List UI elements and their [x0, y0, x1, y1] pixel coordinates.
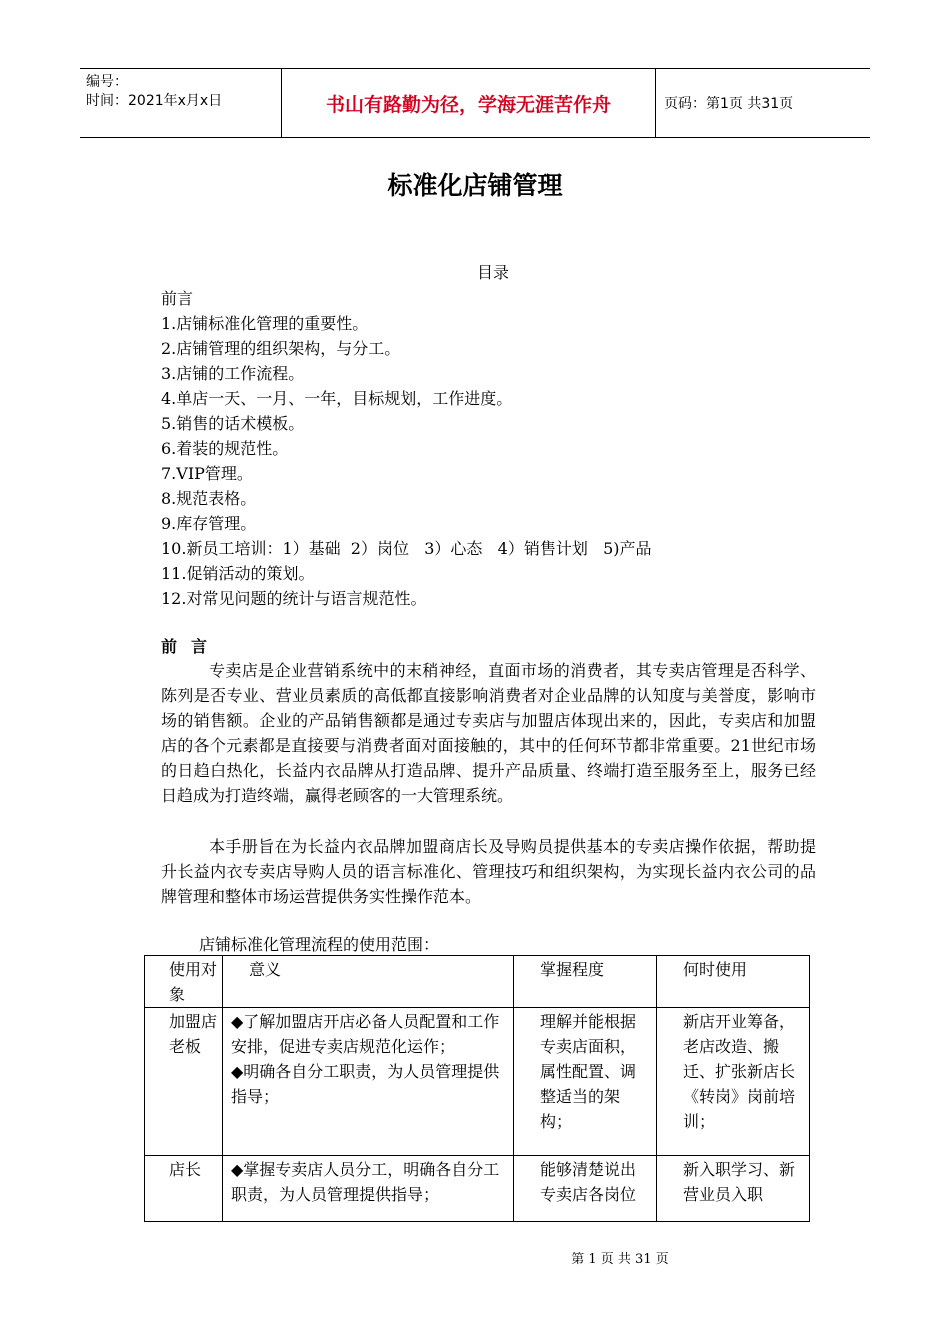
table-header-row	[145, 956, 810, 1008]
toc-item: 7.VIP管理。	[161, 464, 253, 483]
header-meta	[80, 69, 282, 137]
mastery-cell: 理解并能根据专卖店面积，属性配置、调整适当的架构；	[514, 1008, 657, 1156]
toc-heading: 目录	[476, 263, 509, 282]
meaning-cell	[223, 1008, 514, 1156]
meaning-bullet: ◆明确各自分工职责，为人员管理提供指导；	[231, 1062, 500, 1106]
when-cell: 新店开业筹备，老店改造、搬迁、扩张新店长《转岗》岗前培训；	[657, 1008, 810, 1156]
foreword-paragraph: 专卖店是企业营销系统中的末稍神经，直面市场的消费者，其专卖店管理是否科学、陈列是否专业、营业员素质的高低都直接影响消费者对企业品牌的认知度与美誉度，影响市场的销售额。企业的产品销售额都是通过专卖店与加盟店体现出来的，因此，专卖店和加盟店的各个元素都是直接要与消费者面对面接触的，其中的任何环节都非常重要。21世纪市场的日趋白热化，长益内衣品牌从打造品牌、提升产品质量、终端打造至服务至上，服务已经日趋成为打造终端，赢得老顾客的一大管理系统。	[161, 661, 816, 805]
table-row	[145, 1008, 810, 1156]
toc-item: 10.新员工培训：1）基础 2）岗位 3）心态 4）销售计划 5)产品	[161, 539, 652, 558]
toc-item: 6.着装的规范性。	[161, 439, 289, 458]
header-cell: 意义	[223, 956, 514, 1008]
toc-item: 9.库存管理。	[161, 514, 257, 533]
meaning-bullet: ◆掌握专卖店人员分工，明确各自分工职责，为人员管理提供指导；	[231, 1160, 500, 1204]
meaning-bullet: ◆了解加盟店开店必备人员配置和工作安排，促进专卖店规范化运作；	[231, 1012, 500, 1056]
document-title: 标准化店铺管理	[387, 171, 563, 200]
table-of-contents	[161, 286, 652, 611]
document-number-label: 编号：	[86, 74, 128, 90]
mastery-cell: 能够清楚说出专卖店各岗位	[514, 1156, 657, 1222]
toc-item: 12.对常见问题的统计与语言规范性。	[161, 589, 427, 608]
toc-item: 1.店铺标准化管理的重要性。	[161, 314, 369, 333]
meaning-cell	[223, 1156, 514, 1222]
target-cell: 店长	[145, 1156, 223, 1222]
page-footer: 第 1 页 共 31 页	[571, 1252, 669, 1267]
target-cell: 加盟店老板	[145, 1008, 223, 1156]
toc-item: 3.店铺的工作流程。	[161, 364, 305, 383]
usage-scope-table	[144, 955, 810, 1222]
toc-item: 4.单店一天、一月、一年，目标规划，工作进度。	[161, 389, 513, 408]
header-cell: 掌握程度	[514, 956, 657, 1008]
foreword-paragraph: 本手册旨在为长益内衣品牌加盟商店长及导购员提供基本的专卖店操作依据，帮助提升长益内衣专卖店导购人员的语言标准化、管理技巧和组织架构，为实现长益内衣公司的品牌管理和整体市场运营提供务实性操作范本。	[161, 837, 816, 906]
toc-item: 8.规范表格。	[161, 489, 257, 508]
table-intro: 店铺标准化管理流程的使用范围：	[199, 935, 440, 954]
toc-item: 2.店铺管理的组织架构，与分工。	[161, 339, 401, 358]
toc-item: 5.销售的话术模板。	[161, 414, 305, 433]
table-row	[145, 1156, 810, 1222]
page-header	[80, 68, 870, 138]
header-page-info: 页码：第1页 共31页	[664, 96, 794, 112]
foreword-heading: 前言	[161, 637, 222, 656]
header-cell: 使用对象	[145, 956, 223, 1008]
when-cell: 新入职学习、新营业员入职	[657, 1156, 810, 1222]
header-cell: 何时使用	[657, 956, 810, 1008]
toc-item: 11.促销活动的策划。	[161, 564, 315, 583]
toc-item: 前言	[161, 289, 194, 308]
document-time-label: 时间：2021年x月x日	[86, 93, 223, 109]
header-motto: 书山有路勤为径，学海无涯苦作舟	[282, 69, 656, 137]
